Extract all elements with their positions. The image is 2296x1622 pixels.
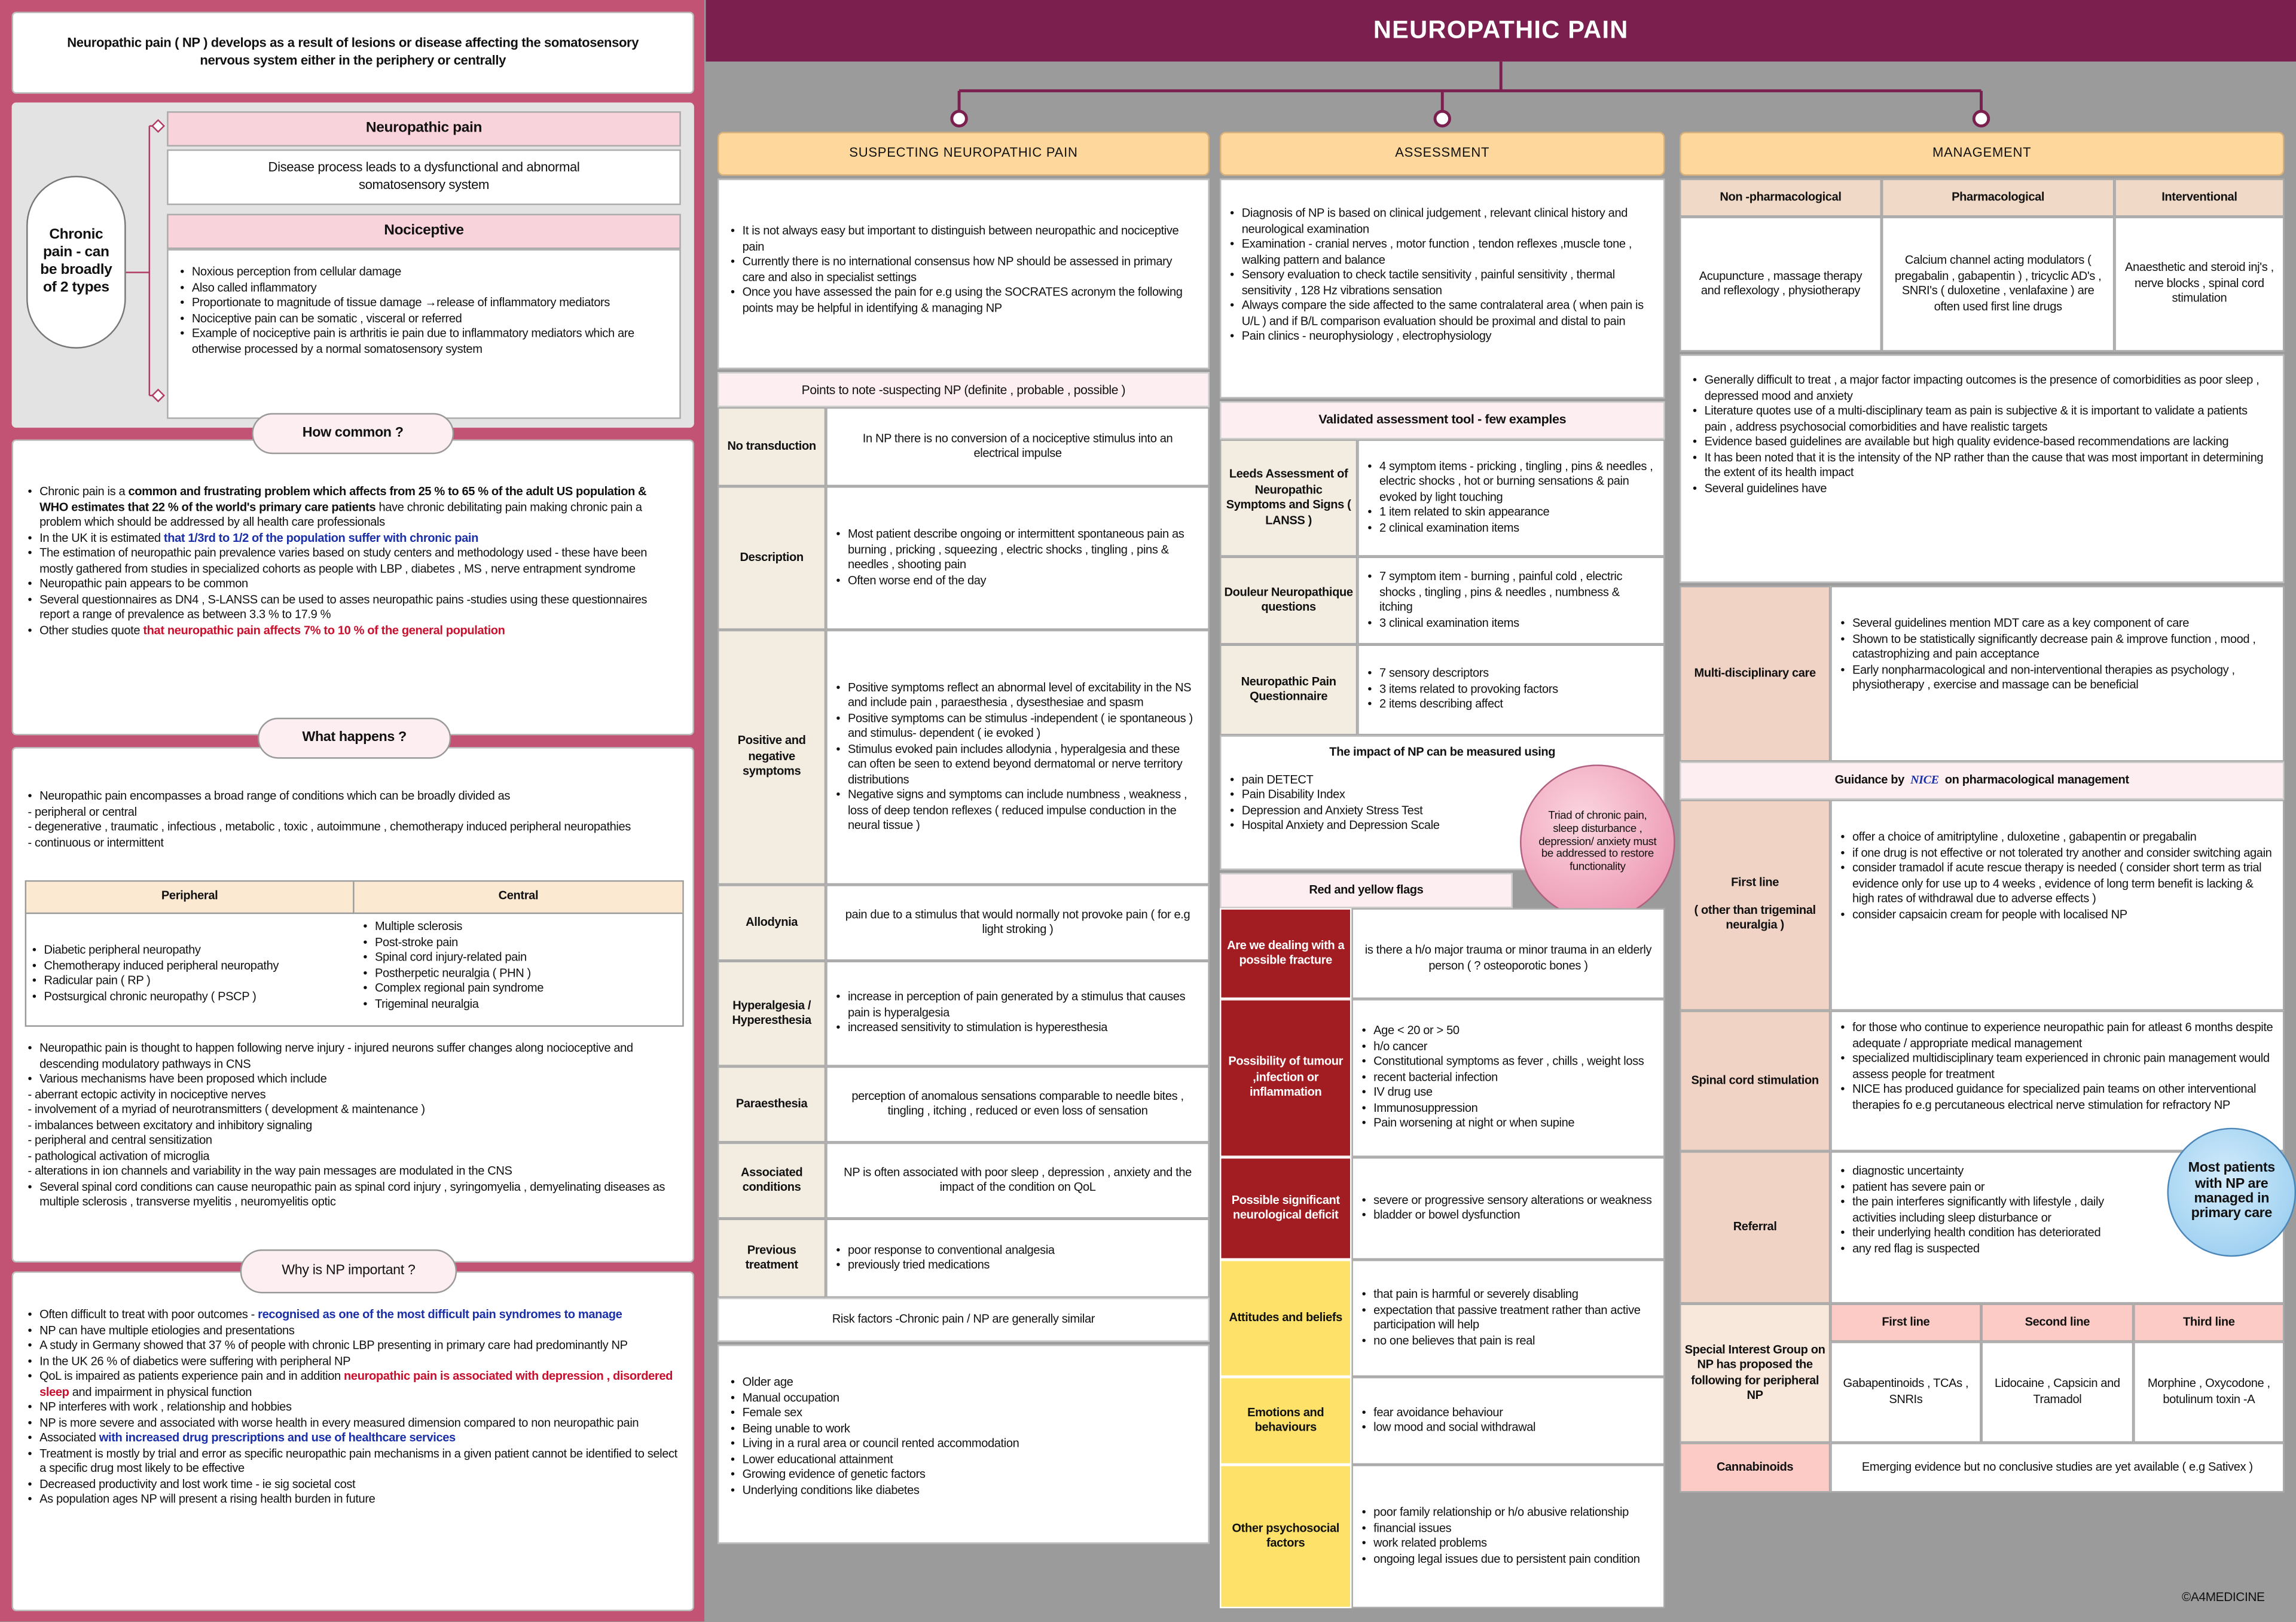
- list-item: [28, 1308, 678, 1324]
- list-item: • poor family relationship or h/o abusive relationship: [1362, 1506, 1655, 1522]
- list-item: • their underlying health condition has deteriorated: [1840, 1226, 2142, 1242]
- bullet-list: [1362, 1506, 1655, 1568]
- spinal-cord-label: Spinal cord stimulation: [1680, 1011, 1830, 1151]
- suspect-row-list: [826, 486, 1210, 630]
- list-item: • In the UK 26 % of diabetics were suffering with peripheral NP: [28, 1354, 678, 1370]
- list-item: • no one believes that pain is real: [1362, 1334, 1655, 1349]
- list-item: - alterations in ion channels and variability in the way pain messages are modulated in the CNS: [28, 1164, 512, 1178]
- list-item: • Noxious perception from cellular damage: [180, 265, 668, 281]
- list-item: • Decreased productivity and lost work time - ie sig societal cost: [28, 1477, 678, 1493]
- impact-list: [1230, 773, 1523, 834]
- bullet-list: [1693, 373, 2271, 496]
- tool-label: Neuropathic Pain Questionnaire: [1220, 645, 1357, 736]
- management-col-header: Pharmacological: [1882, 179, 2114, 217]
- list-item: • Several spinal cord conditions can cause neuropathic pain as spinal cord injury , syringomyelia , demyelinating diseases as multiple sclerosis , transverse myelitis , neuromyelitis optic: [28, 1180, 681, 1211]
- list-item: • fear avoidance behaviour: [1362, 1405, 1655, 1421]
- how-common-heading: How common ?: [252, 413, 454, 455]
- list-item: • Lower educational attainment: [731, 1452, 1196, 1468]
- red-flag-label: Possibility of tumour ,infection or inflammation: [1220, 999, 1351, 1157]
- mdt-label: Multi-disciplinary care: [1680, 586, 1830, 762]
- bullet-list: [1840, 617, 2274, 694]
- list-text-segment: Other studies quote: [39, 623, 144, 637]
- list-item: • 3 items related to provoking factors: [1367, 682, 1654, 698]
- list-item: • Various mechanisms have been proposed which include: [28, 1072, 681, 1088]
- bullet-list: [1840, 1021, 2274, 1113]
- list-item: • Pain clinics - neurophysiology , electrophysiology: [1230, 330, 1654, 345]
- bullet-list: [1230, 206, 1654, 344]
- neuropathic-pain-text: Disease process leads to a dysfunctional and abnormal somatosensory system: [167, 150, 681, 205]
- first-line-subtitle: ( other than trigeminal neuralgia ): [1694, 903, 1816, 932]
- suspect-row-label: Previous treatment: [718, 1219, 826, 1298]
- list-item: • Spinal cord injury-related pain: [363, 950, 678, 966]
- list-item: • low mood and social withdrawal: [1362, 1421, 1655, 1437]
- list-item: • any red flag is suspected: [1840, 1242, 2142, 1257]
- sig-label: Special Interest Group on NP has proposed the following for peripheral NP: [1680, 1304, 1830, 1443]
- list-item: • 2 clinical examination items: [1367, 521, 1654, 536]
- triad-callout: Triad of chronic pain, sleep disturbance , depression/ anxiety must be addressed to restore functionality: [1520, 764, 1675, 920]
- bullet-list: [836, 528, 1199, 589]
- nociceptive-list: [167, 249, 681, 419]
- list-text-segment: Chronic pain is a: [39, 484, 129, 498]
- suspect-row-list: [826, 630, 1210, 885]
- mdt-list: [1830, 586, 2284, 762]
- list-item: • As population ages NP will present a rising health burden in future: [28, 1493, 678, 1508]
- bullet-list: [1840, 1164, 2142, 1257]
- suspect-row-label: Associated conditions: [718, 1142, 826, 1218]
- list-item: • recent bacterial infection: [1362, 1071, 1655, 1086]
- list-item: • for those who continue to experience neuropathic pain for atleast 6 months despite adequate / appropriate medical management: [1840, 1021, 2274, 1051]
- list-item: • It is not always easy but important to distinguish between neuropathic and nociceptive pain: [731, 224, 1196, 255]
- list-item: • Often worse end of the day: [836, 574, 1199, 589]
- tree-connector: [126, 117, 170, 410]
- management-col-header: Non -pharmacological: [1680, 179, 1882, 217]
- list-item: [28, 1431, 678, 1447]
- sig-col-value: Gabapentinoids , TCAs , SNRIs: [1830, 1341, 1981, 1443]
- list-item: • Several questionnaires as DN4 , S-LANSS can be used to asses neuropathic pains -studies using these questionnaires report a range of prevalence as between 3.3 % to 17.9 %: [28, 593, 678, 623]
- list-item: • Postherpetic neuralgia ( PHN ): [363, 966, 678, 981]
- guidance-prefix: Guidance by: [1834, 773, 1908, 786]
- list-item: • 4 symptom items - pricking , tingling , pins & needles , electric shocks , hot or burning sensations & pain evoked by light touching: [1367, 459, 1654, 505]
- list-item: - continuous or intermittent: [28, 836, 164, 849]
- list-item: • A study in Germany showed that 37 % of people with chronic LBP presenting in primary care had predominantly NP: [28, 1339, 678, 1354]
- list-item: • Diabetic peripheral neuropathy: [32, 943, 352, 959]
- central-list: [363, 920, 678, 1012]
- list-item: • Example of nociceptive pain is arthritis ie pain due to inflammatory mediators which are otherwise processed by a normal somatosensory system: [180, 327, 668, 357]
- list-item: • Growing evidence of genetic factors: [731, 1468, 1196, 1483]
- list-item: • previously tried medications: [836, 1258, 1199, 1274]
- list-item: • Literature quotes use of a multi-disciplinary team as pain is subjective & it is important to validate a patients pain , address psychosocial comorbidities and have realistic targets: [1693, 404, 2271, 435]
- tool-items: [1357, 557, 1665, 645]
- management-col-text: Acupuncture , massage therapy and reflexology , physiotherapy: [1680, 217, 1882, 351]
- suspect-row-list: [826, 961, 1210, 1066]
- list-item: • Constitutional symptoms as fever , chills , weight loss: [1362, 1055, 1655, 1071]
- bullet-list: [28, 1041, 681, 1211]
- list-item: • 3 clinical examination items: [1367, 616, 1654, 632]
- list-item: • Examination - cranial nerves , motor function , tendon reflexes ,muscle tone , walking pattern and balance: [1230, 237, 1654, 268]
- neuropathic-pain-title: Neuropathic pain: [167, 111, 681, 147]
- list-item: - peripheral and central sensitization: [28, 1133, 212, 1147]
- list-item: • ongoing legal issues due to persistent pain condition: [1362, 1552, 1655, 1568]
- list-item: • severe or progressive sensory alterations or weakness: [1362, 1193, 1655, 1209]
- list-item: • Sensory evaluation to check tactile sensitivity , painful sensitivity , thermal sensitivity , 128 Hz vibrations sensation: [1230, 268, 1654, 298]
- list-item: - peripheral or central: [28, 804, 137, 818]
- red-flag-label: Possible significant neurological deficit: [1220, 1157, 1351, 1260]
- suspect-row-text: pain due to a stimulus that would normally not provoke pain ( for e.g light stroking ): [826, 885, 1210, 961]
- list-item: • Neuropathic pain is thought to happen following nerve injury - injured neurons suffer changes along nocioceptive and descending modulatory pathways in CNS: [28, 1041, 681, 1072]
- points-to-note-heading: Points to note -suspecting NP (definite , probable , possible ): [718, 372, 1210, 407]
- list-item: • Neuropathic pain encompasses a broad range of conditions which can be broadly divided as: [28, 789, 678, 805]
- list-item: [28, 531, 678, 547]
- bullet-list: [1362, 1405, 1655, 1436]
- list-item: • increase in perception of pain generated by a stimulus that causes pain is hyperalgesia: [836, 990, 1199, 1021]
- list-text-segment: Associated: [39, 1431, 99, 1444]
- list-item: • expectation that passive treatment rather than active participation will help: [1362, 1303, 1655, 1333]
- bullet-list: [1840, 831, 2274, 923]
- list-item: • The estimation of neuropathic pain prevalence varies based on study centers and methodology used - these have been mostly gathered from studies in specialized cohorts as people with LBP , diabetes , MS , nerve entrapment syndrome: [28, 546, 678, 577]
- bullet-list: [1367, 667, 1654, 713]
- list-item: • Early nonpharmacological and non-interventional therapies as psychology , physiotherapy , exercise and massage can be beneficial: [1840, 663, 2274, 693]
- general-management-list: [1680, 355, 2284, 583]
- list-item: [28, 623, 678, 639]
- intro-box: Neuropathic pain ( NP ) develops as a result of lesions or disease affecting the somatosensory nervous system either in the periphery or centrally: [12, 12, 694, 94]
- bullet-list: [32, 943, 352, 1005]
- tool-label: Leeds Assessment of Neuropathic Symptoms and Signs ( LANSS ): [1220, 440, 1357, 557]
- list-text-segment: common and frustrating problem which affects from 25 % to 65 % of the adult US population & WHO estimates that 22 % of the world's primary care patients: [39, 484, 647, 514]
- list-item: • Female sex: [731, 1406, 1196, 1422]
- list-item: • Currently there is no international consensus how NP should be assessed in primary care and also in specialist settings: [731, 255, 1196, 285]
- peripheral-header: Peripheral: [26, 882, 355, 914]
- management-col-text: Anaesthetic and steroid inj's , nerve blocks , spinal cord stimulation: [2114, 217, 2284, 351]
- nice-link[interactable]: NICE: [1910, 773, 1939, 786]
- yellow-flag-label: Other psychosocial factors: [1220, 1465, 1351, 1608]
- list-text-segment: Often difficult to treat with poor outcomes -: [39, 1307, 258, 1321]
- list-item: • Generally difficult to treat , a major factor impacting outcomes is the presence of comorbidities as poor sleep , depressed mood and anxiety: [1693, 373, 2271, 404]
- list-item: • Positive symptoms can be stimulus -independent ( ie spontaneous ) and stimulus- dependent ( ie evoked ): [836, 711, 1199, 742]
- list-item: - imbalances between excitatory and inhibitory signaling: [28, 1118, 312, 1132]
- list-item: • diagnostic uncertainty: [1840, 1164, 2142, 1180]
- impact-heading: The impact of NP can be measured using: [1329, 745, 1556, 759]
- list-item: [28, 1370, 678, 1400]
- list-item: • Age < 20 or > 50: [1362, 1024, 1655, 1039]
- list-item: • the pain interferes significantly with lifestyle , daily activities including sleep disturbance or: [1840, 1195, 2142, 1225]
- sig-col-header: First line: [1830, 1304, 1981, 1342]
- list-text-segment: with increased drug prescriptions and use of healthcare services: [99, 1431, 456, 1444]
- flag-items: [1351, 1157, 1665, 1260]
- list-item: • Neuropathic pain appears to be common: [28, 577, 678, 593]
- list-item: • bladder or bowel dysfunction: [1362, 1208, 1655, 1224]
- suspect-row-label: No transduction: [718, 407, 826, 486]
- mechanisms-list: [28, 1041, 681, 1211]
- flags-heading: Red and yellow flags: [1220, 873, 1513, 908]
- nociceptive-title: Nociceptive: [167, 214, 681, 249]
- bullet-list: [363, 920, 678, 1012]
- bullet-list: [1230, 773, 1523, 834]
- bullet-list: [731, 1376, 1196, 1499]
- list-item: • Pain worsening at night or when supine: [1362, 1117, 1655, 1132]
- peripheral-central-table: [25, 880, 684, 1027]
- list-item: • Shown to be statistically significantly decrease pain & improve function , mood , catastrophizing and pain acceptance: [1840, 632, 2274, 663]
- list-item: • Always compare the side affected to the same contralateral area ( when pain is U/L ) and if B/L comparison evaluation should be proximal and distal to pain: [1230, 299, 1654, 330]
- list-item: • Diagnosis of NP is based on clinical judgement , relevant clinical history and neurological examination: [1230, 206, 1654, 237]
- guidance-suffix: on pharmacological management: [1941, 773, 2129, 786]
- list-item: • 2 items describing affect: [1367, 697, 1654, 713]
- copyright: ©A4MEDICINE: [2182, 1589, 2265, 1604]
- tool-items: [1357, 440, 1665, 557]
- suspect-row-label: Hyperalgesia / Hyperesthesia: [718, 961, 826, 1066]
- flag-text: is there a h/o major trauma or minor trauma in an elderly person ( ? osteoporotic bones ): [1351, 908, 1665, 999]
- suspect-row-label: Positive and negative symptoms: [718, 630, 826, 885]
- list-item: • Chemotherapy induced peripheral neuropathy: [32, 959, 352, 974]
- yellow-flag-label: Attitudes and beliefs: [1220, 1260, 1351, 1377]
- suspect-row-list: [826, 1219, 1210, 1298]
- list-item: • Several guidelines mention MDT care as a key component of care: [1840, 617, 2274, 632]
- list-item: • Manual occupation: [731, 1391, 1196, 1406]
- list-text-segment: and impairment in physical function: [69, 1385, 252, 1398]
- page-title: NEUROPATHIC PAIN: [706, 0, 2296, 62]
- list-item: - involvement of a myriad of neurotransmitters ( development & maintenance ): [28, 1103, 425, 1117]
- cannabinoids-label: Cannabinoids: [1680, 1443, 1830, 1492]
- list-item: • Several guidelines have: [1693, 481, 2271, 496]
- peripheral-list: [32, 943, 352, 1005]
- list-item: • IV drug use: [1362, 1086, 1655, 1101]
- tool-items: [1357, 645, 1665, 736]
- suspect-row-label: Description: [718, 486, 826, 630]
- list-item: • 7 symptom item - burning , painful cold , electric shocks , tingling , pins & needles , numbness & itching: [1367, 570, 1654, 616]
- yellow-flag-label: Emotions and behaviours: [1220, 1377, 1351, 1465]
- list-item: • It has been noted that it is the intensity of the NP rather than the cause that was most important in determining the extent of its health impact: [1693, 450, 2271, 481]
- suspect-row-text: perception of anomalous sensations comparable to needle bites , tingling , itching , reduced or even loss of sensation: [826, 1066, 1210, 1142]
- list-item: • 1 item related to skin appearance: [1367, 506, 1654, 522]
- list-item: • Proportionate to magnitude of tissue damage →release of inflammatory mediators: [180, 296, 668, 312]
- bullet-list: [1362, 1288, 1655, 1349]
- list-item: • consider capsaicin cream for people with localised NP: [1840, 907, 2274, 923]
- list-item: • Treatment is mostly by trial and error as specific neuropathic pain mechanisms in a given patient cannot be identified to select a specific drug most likely to be effective: [28, 1446, 678, 1477]
- nice-guidance-heading: [1680, 761, 2284, 800]
- list-text-segment: neuropathic pain is associated with depression , disordered sleep: [39, 1369, 673, 1398]
- sig-col-value: Lidocaine , Capsicin and Tramadol: [1981, 1341, 2133, 1443]
- list-item: • Multiple sclerosis: [363, 920, 678, 935]
- chronic-pain-node: Chronic pain - can be broadly of 2 types: [26, 176, 126, 349]
- list-item: - pathological activation of microglia: [28, 1149, 210, 1163]
- list-item: • offer a choice of amitriptyline , duloxetine , gabapentin or pregabalin: [1840, 831, 2274, 846]
- how-common-list: [12, 440, 694, 736]
- first-line-list: [1830, 800, 2284, 1011]
- assessment-intro: [1220, 179, 1665, 398]
- list-item: • NP can have multiple etiologies and presentations: [28, 1324, 678, 1339]
- bullet-list: [1367, 459, 1654, 536]
- suspecting-intro: [718, 179, 1210, 369]
- red-flag-label: Are we dealing with a possible fracture: [1220, 908, 1351, 999]
- list-item: - degenerative , traumatic , infectious , metabolic , toxic , autoimmune , chemotherapy induced peripheral neuropathies: [28, 820, 631, 834]
- why-important-heading: Why is NP important ?: [240, 1249, 457, 1293]
- list-item: • Underlying conditions like diabetes: [731, 1483, 1196, 1499]
- list-item: [28, 485, 678, 531]
- list-item: • work related problems: [1362, 1536, 1655, 1552]
- suspecting-header: SUSPECTING NEUROPATHIC PAIN: [718, 132, 1210, 175]
- bullet-list: [1367, 570, 1654, 632]
- why-important-list: [12, 1272, 694, 1611]
- list-item: • Postsurgical chronic neuropathy ( PSCP ): [32, 989, 352, 1005]
- list-item: • Radicular pain ( RP ): [32, 974, 352, 990]
- list-item: • Living in a rural area or council rented accommodation: [731, 1437, 1196, 1452]
- list-item: • NP interferes with work , relationship and hobbies: [28, 1400, 678, 1416]
- list-item: • Trigeminal neuralgia: [363, 997, 678, 1013]
- list-item: • Also called inflammatory: [180, 281, 668, 296]
- list-item: • 7 sensory descriptors: [1367, 667, 1654, 682]
- list-item: • increased sensitivity to stimulation is hyperesthesia: [836, 1022, 1199, 1037]
- management-col-header: Interventional: [2114, 179, 2284, 217]
- first-line-title: First line: [1731, 876, 1779, 890]
- list-item: • pain DETECT: [1230, 773, 1523, 788]
- flag-items: [1351, 1260, 1665, 1377]
- bullet-list: [836, 681, 1199, 834]
- list-item: • Pain Disability Index: [1230, 788, 1523, 804]
- flag-items: [1351, 1465, 1665, 1608]
- list-item: • Older age: [731, 1376, 1196, 1391]
- list-item: • Post-stroke pain: [363, 935, 678, 951]
- list-item: • Hospital Anxiety and Depression Scale: [1230, 819, 1523, 834]
- list-item: • Immunosuppression: [1362, 1101, 1655, 1117]
- sig-col-header: Second line: [1981, 1304, 2133, 1342]
- bullet-list: [28, 789, 678, 851]
- list-text-segment: that 1/3rd to 1/2 of the population suffer with chronic pain: [163, 530, 478, 544]
- flag-items: [1351, 999, 1665, 1157]
- suspect-row-text: NP is often associated with poor sleep , depression , anxiety and the impact of the condition on QoL: [826, 1142, 1210, 1218]
- assessment-header: ASSESSMENT: [1220, 132, 1665, 175]
- list-item: • that pain is harmful or severely disabling: [1362, 1288, 1655, 1303]
- list-item: • Being unable to work: [731, 1422, 1196, 1437]
- list-item: • poor response to conventional analgesia: [836, 1243, 1199, 1258]
- list-item: • Positive symptoms reflect an abnormal level of excitability in the NS and include pain , paraesthesia , dysesthesiae and spasm: [836, 681, 1199, 711]
- list-text-segment: that neuropathic pain affects 7% to 10 % of the general population: [143, 623, 505, 637]
- flag-items: [1351, 1377, 1665, 1465]
- what-happens-heading: What happens ?: [258, 718, 451, 759]
- list-item: • h/o cancer: [1362, 1039, 1655, 1055]
- list-item: • Most patient describe ongoing or intermittent spontaneous pain as burning , pricking , squeezing , electric shocks , tingling , pins & needles , shooting pain: [836, 528, 1199, 574]
- list-item: • Once you have assessed the pain for e.g using the SOCRATES acronym the following points may be helpful in identifying & managing NP: [731, 286, 1196, 316]
- list-item: • NICE has produced guidance for specialized pain teams on other interventional therapies fo e.g percutaneous electrical nerve stimulation for refractory NP: [1840, 1083, 2274, 1113]
- bullet-list: [836, 1243, 1199, 1273]
- suspect-row-text: In NP there is no conversion of a nociceptive stimulus into an electrical impulse: [826, 407, 1210, 486]
- list-item: • Stimulus evoked pain includes allodynia , hyperalgesia and these can often be seen to extend beyond dermatomal or nerve territory distributions: [836, 742, 1199, 788]
- list-item: • Negative signs and symptoms can include numbness , weakness , loss of deep tendon reflexes ( reduced impulse conduction in the neural tissue ): [836, 788, 1199, 834]
- bullet-list: [1362, 1193, 1655, 1224]
- list-item: • specialized multidisciplinary team experienced in chronic pain management would assess people for treatment: [1840, 1051, 2274, 1082]
- risk-factors-heading: Risk factors -Chronic pain / NP are generally similar: [718, 1298, 1210, 1341]
- referral-label: Referral: [1680, 1151, 1830, 1304]
- list-text-segment: In the UK it is estimated: [39, 530, 164, 544]
- list-item: • consider tramadol if acute rescue therapy is needed ( consider short term as trial evidence only for use up to 4 weeks , evidence of long term benefit is lacking & high rates of withdrawal due to adverse effects ): [1840, 861, 2274, 907]
- list-text-segment: recognised as one of the most difficult pain syndromes to manage: [258, 1307, 622, 1321]
- sig-col-header: Third line: [2133, 1304, 2284, 1342]
- sig-col-value: Morphine , Oxycodone , botulinum toxin -A: [2133, 1341, 2284, 1443]
- list-item: - aberrant ectopic activity in nociceptive nerves: [28, 1087, 266, 1101]
- list-item: • Nociceptive pain can be somatic , visceral or referred: [180, 311, 668, 327]
- bullet-list: [28, 485, 678, 639]
- list-item: • Evidence based guidelines are available but high quality evidence-based recommendations are lacking: [1693, 435, 2271, 450]
- primary-care-callout: Most patients with NP are managed in primary care: [2167, 1128, 2296, 1257]
- what-happens-box: [12, 747, 694, 1263]
- risk-factors-list: [718, 1344, 1210, 1544]
- management-header: MANAGEMENT: [1680, 132, 2284, 175]
- list-item: • Complex regional pain syndrome: [363, 981, 678, 997]
- list-item: • NP is more severe and associated with worse health in every measured dimension compared to non neuropathic pain: [28, 1416, 678, 1431]
- suspect-row-label: Paraesthesia: [718, 1066, 826, 1142]
- pain-types-panel: [12, 102, 694, 428]
- bullet-list: [28, 1308, 678, 1508]
- column-connectors: [937, 62, 2006, 135]
- what-happens-intro: [28, 789, 678, 851]
- first-line-label: [1680, 800, 1830, 1011]
- list-item: • if one drug is not effective or not tolerated try another and consider switching again: [1840, 846, 2274, 861]
- bullet-list: [180, 265, 668, 357]
- central-header: Central: [355, 882, 683, 914]
- list-text-segment: QoL is impaired as patients experience pain and in addition: [39, 1369, 344, 1383]
- suspect-row-label: Allodynia: [718, 885, 826, 961]
- list-item: • patient has severe pain or: [1840, 1180, 2142, 1196]
- bullet-list: [731, 224, 1196, 316]
- list-item: • Depression and Anxiety Stress Test: [1230, 803, 1523, 819]
- list-text-segment: have chronic debilitating pain making chronic pain a problem which should be addressed by all health care professionals: [39, 500, 642, 529]
- validated-tools-heading: Validated assessment tool - few examples: [1220, 401, 1665, 440]
- bullet-list: [836, 990, 1199, 1036]
- tool-label: Douleur Neuropathique questions: [1220, 557, 1357, 645]
- cannabinoids-text: Emerging evidence but no conclusive studies are yet available ( e.g Sativex ): [1830, 1443, 2284, 1492]
- bullet-list: [1362, 1024, 1655, 1132]
- management-col-text: Calcium channel acting modulators ( pregabalin , gabapentin ) , tricyclic AD's , SNRI's ( duloxetine , venlafaxine ) are often used first line drugs: [1882, 217, 2114, 351]
- list-item: • financial issues: [1362, 1521, 1655, 1536]
